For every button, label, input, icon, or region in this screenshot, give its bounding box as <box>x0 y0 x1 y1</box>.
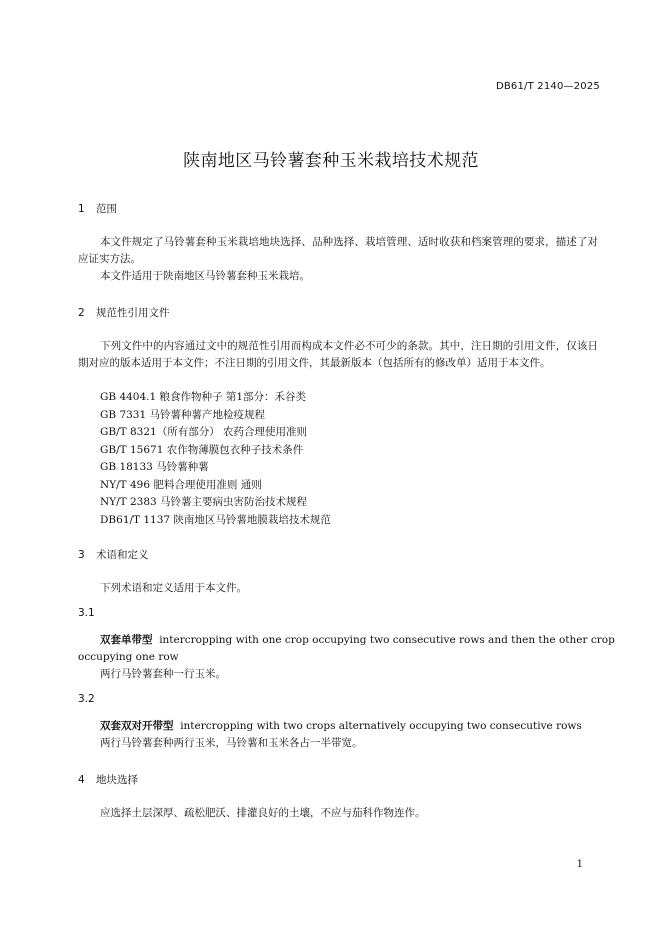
section-4-number: 4 <box>78 774 85 786</box>
reference-item: GB 4404.1 粮食作物种子 第1部分：禾谷类 <box>100 391 307 403</box>
section-2-number: 2 <box>78 307 85 319</box>
section-3-title: 术语和定义 <box>96 549 149 561</box>
normative-references-list <box>100 389 331 529</box>
standard-number: DB61/T 2140—2025 <box>495 81 600 92</box>
term-3-2-name: 双套双对开带型 <box>100 720 174 732</box>
section-2-paragraph-1: 下列文件中的内容通过文中的规范性引用而构成本文件必不可少的条款。其中，注日期的引用文件，仅该日期对应的版本适用于本文件；不注日期的引用文件，其最新版本（包括所有的修改单）适用于本文件。 <box>78 340 598 369</box>
reference-item: NY/T 2383 马铃薯主要病虫害防治技术规程 <box>100 496 308 508</box>
reference-item: GB 18133 马铃薯种薯 <box>100 461 209 473</box>
term-3-2-english: intercropping with two crops alternatively occupying two consecutive rows <box>180 720 582 732</box>
page-number: 1 <box>576 859 583 870</box>
term-3-1-definition: 两行马铃薯套种一行玉米。 <box>100 668 226 680</box>
reference-item: NY/T 496 肥料合理使用准则 通则 <box>100 478 262 491</box>
term-3-2-line <box>100 718 582 735</box>
reference-item: GB/T 15671 农作物薄膜包衣种子技术条件 <box>100 443 304 456</box>
section-1-number: 1 <box>78 203 85 215</box>
section-1-title: 范围 <box>96 203 117 215</box>
section-3-heading <box>78 547 149 562</box>
section-3-intro: 下列术语和定义适用于本文件。 <box>100 582 247 594</box>
section-1-paragraph-1: 本文件规定了马铃薯套种玉米栽培地块选择、品种选择、栽培管理、适时收获和档案管理的要求，描述了对应证实方法。 <box>78 236 598 265</box>
term-3-1-english: intercropping with one crop occupying two consecutive rows and then the other crop <box>159 634 615 646</box>
term-3-1-english-continued: occupying one row <box>78 651 179 663</box>
term-3-1-line <box>100 632 615 649</box>
term-3-1-number: 3.1 <box>78 607 95 619</box>
term-3-1-name: 双套单带型 <box>100 634 153 646</box>
section-4-paragraph-1: 应选择土层深厚、疏松肥沃、排灌良好的土壤，不应与茄科作物连作。 <box>100 807 426 819</box>
section-4-heading <box>78 772 138 787</box>
section-4-title: 地块选择 <box>96 774 138 786</box>
section-1-heading <box>78 201 117 216</box>
reference-item: GB/T 8321（所有部分） 农药合理使用准则 <box>100 426 308 438</box>
section-1-paragraph-2: 本文件适用于陕南地区马铃薯套种玉米栽培。 <box>100 270 310 282</box>
section-2-heading <box>78 305 170 320</box>
section-3-number: 3 <box>78 549 85 561</box>
reference-item: DB61/T 1137 陕南地区马铃薯地膜栽培技术规范 <box>100 513 331 526</box>
reference-item: GB 7331 马铃薯种薯产地检疫规程 <box>100 408 266 421</box>
term-3-2-definition: 两行马铃薯套种两行玉米，马铃薯和玉米各占一半带宽。 <box>100 737 363 749</box>
document-title: 陕南地区马铃薯套种玉米栽培技术规范 <box>183 151 479 171</box>
section-2-title: 规范性引用文件 <box>96 307 170 319</box>
term-3-2-number: 3.2 <box>78 693 95 705</box>
